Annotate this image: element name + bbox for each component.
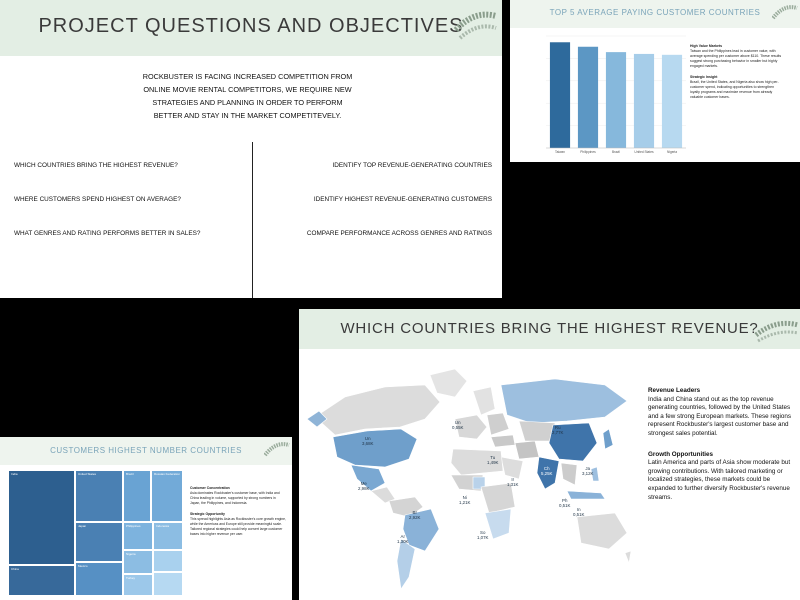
- treemap-tile: [8, 565, 75, 596]
- map-region-greenland: [430, 369, 467, 397]
- map-label-text: 1,21K: [459, 500, 471, 505]
- note-heading: Revenue Leaders: [648, 387, 701, 394]
- question-item: WHERE CUSTOMERS SPEND HIGHEST ON AVERAGE?: [14, 196, 181, 203]
- note-body: India and China stand out as the top revenue generating countries, followed by the United States and a few strong European markets. These regions represent Rockbuster's largest customer base and strongest sales potential.: [648, 395, 792, 437]
- title-band: [299, 309, 800, 349]
- treemap-tile-label: Turkey: [126, 576, 136, 580]
- map-label-indonesia: [573, 507, 584, 517]
- slide-title: CUSTOMERS HIGHEST NUMBER COUNTRIES: [50, 446, 242, 455]
- map-region-south-africa: [485, 509, 511, 539]
- film-strip-icon: [772, 2, 798, 24]
- x-tick-label: United States: [634, 150, 654, 154]
- map-label-united-states: [362, 436, 373, 446]
- note-heading: Growth Opportunities: [648, 450, 714, 458]
- x-tick-label: Brazil: [612, 150, 620, 154]
- treemap-tile: [75, 562, 123, 596]
- map-label-text: 1,31K: [507, 482, 519, 487]
- insight-notes: [190, 486, 286, 543]
- map-label-south-africa: [477, 530, 488, 540]
- treemap-tile-label: Brazil: [126, 472, 134, 476]
- map-label-text: 2,98K: [358, 486, 370, 491]
- treemap: [8, 470, 183, 596]
- title-band: [0, 0, 502, 56]
- x-tick-label: Taiwan: [555, 150, 565, 154]
- slide-customers-countries: [0, 437, 292, 600]
- map-label-text: 3,68K: [362, 441, 374, 446]
- note-body: Asia dominates Rockbuster's customer base, with India and China leading in volume, supported by strong numbers in Japan, the Philippines, and Indonesia.: [190, 491, 280, 505]
- x-tick-label: Philippines: [580, 150, 596, 154]
- map-label-text: Br: [412, 510, 417, 515]
- map-label-india: [535, 485, 546, 495]
- map-label-text: 5,25K: [535, 490, 547, 495]
- map-region-australia: [577, 513, 627, 549]
- treemap-tile: [153, 522, 183, 550]
- map-region-new-zealand: [625, 551, 631, 563]
- map-region-central-africa: [481, 483, 515, 513]
- treemap-tile-label: Russian Federation: [154, 472, 181, 476]
- insight-notes: [690, 44, 784, 106]
- map-label-text: 2,92K: [409, 515, 421, 520]
- map-region-southeast-asia: [561, 463, 577, 485]
- treemap-tile-label: Indonesia: [156, 524, 170, 528]
- bar-chart: [530, 30, 690, 158]
- intro-text: [140, 70, 355, 122]
- map-label-japan: [582, 466, 593, 476]
- title-band: [0, 437, 292, 465]
- map-region-scandinavia: [473, 387, 495, 415]
- treemap-tile: [153, 550, 183, 572]
- map-label-turkey: [487, 455, 498, 465]
- treemap-tile: [123, 574, 153, 596]
- treemap-tile: [123, 470, 151, 522]
- map-label-text: Ch: [543, 466, 550, 471]
- treemap-tile-label: Philippines: [126, 524, 141, 528]
- question-item: WHAT GENRES AND RATING PERFORMS BETTER IN SALES?: [14, 230, 201, 237]
- map-label-text: Ni: [462, 495, 467, 500]
- note-body: Brazil, the United States, and Nigeria also show high per-customer spend, indicating opportunities to strengthen loyalty programs and maximize revenue from already valuable customer bases.: [690, 80, 779, 99]
- map-label-text: Un: [454, 420, 461, 425]
- map-label-text: 0,51K: [573, 512, 585, 517]
- bar-brazil: [606, 52, 626, 148]
- note-heading: Strategic Insight: [690, 75, 718, 79]
- note-heading: Customer Concentration: [190, 486, 230, 490]
- objective-item: IDENTIFY HIGHEST REVENUE-GENERATING CUSTOMERS: [313, 196, 492, 203]
- map-label-text: 0,55K: [452, 425, 464, 430]
- question-item: WHICH COUNTRIES BRING THE HIGHEST REVENUE?: [14, 162, 178, 169]
- map-region-indonesia: [567, 491, 605, 499]
- treemap-tile: [75, 470, 123, 522]
- note-body: Taiwan and the Philippines lead in customer value, with average spending per customer above $110. These results suggest strong purchasing behavior in smaller but highly engaged markets.: [690, 49, 782, 68]
- x-tick-label: Nigeria: [666, 150, 678, 154]
- film-strip-icon: [264, 439, 290, 461]
- map-label-text: 1,49K: [487, 460, 499, 465]
- map-region-eastern-europe: [487, 413, 509, 435]
- map-label-text: Ja: [585, 466, 591, 471]
- treemap-tile-label: China: [11, 567, 19, 571]
- map-label-argentina: [397, 534, 408, 544]
- map-region-japan: [603, 429, 613, 449]
- map-region-united-states: [333, 429, 417, 467]
- map-label-text: 1,07K: [477, 535, 489, 540]
- map-region-central-asia: [519, 421, 555, 441]
- insight-notes: [648, 387, 796, 514]
- note-body: Latin America and parts of Asia show moderate but growing contributions. With tailored marketing or localized strategies, these markets could be expanded to further diversify Rockbuster's revenue streams.: [648, 459, 791, 501]
- objective-item: COMPARE PERFORMANCE ACROSS GENRES AND RATINGS: [306, 230, 492, 237]
- slide-project-questions: [0, 0, 502, 298]
- slide-title: PROJECT QUESTIONS AND OBJECTIVES: [38, 15, 464, 37]
- treemap-tile: [151, 470, 183, 522]
- slide-highest-revenue: [299, 309, 800, 600]
- note-body: This spread highlights Asia as Rockbuster's core growth engine, while the Americas and Europe still provide meaningful scale. Tailored regional strategies could help convert large customer bases into higher revenue per user.: [190, 517, 287, 536]
- map-label-text: Ph: [562, 498, 568, 503]
- map-label-uk: [452, 420, 463, 430]
- treemap-tile-label: United States: [78, 472, 97, 476]
- note-heading: High Value Markets: [690, 44, 723, 48]
- map-region-iran: [515, 441, 539, 459]
- map-label-text: Ar: [400, 534, 405, 539]
- treemap-tile-label: Mexico: [78, 564, 88, 568]
- objective-item: IDENTIFY TOP REVENUE-GENERATING COUNTRIES: [332, 162, 492, 169]
- map-label-philippines: [559, 498, 570, 508]
- column-divider: [252, 142, 253, 298]
- treemap-tile: [153, 572, 183, 596]
- map-label-text: 2,77K: [552, 430, 564, 435]
- map-region-arabia: [501, 457, 523, 479]
- map-label-text: In: [576, 507, 581, 512]
- intro-line: STRATEGIES AND PLANNING IN ORDER TO PERFORM: [152, 98, 343, 107]
- map-label-brazil: [409, 510, 420, 520]
- slide-top-average-paying: [510, 0, 800, 162]
- treemap-tile: [123, 522, 153, 550]
- map-label-text: Un: [364, 436, 371, 441]
- treemap-tile-label: India: [11, 472, 18, 476]
- treemap-tile: [75, 522, 123, 562]
- map-label-text: 3,12K: [582, 471, 594, 476]
- film-strip-icon: [754, 317, 800, 343]
- map-label-china: [541, 466, 552, 476]
- map-label-iran: [507, 477, 518, 487]
- map-label-mexico: [358, 481, 369, 491]
- map-label-text: Tu: [490, 455, 496, 460]
- treemap-tile-label: Japan: [78, 524, 87, 528]
- treemap-tile: [123, 550, 153, 574]
- world-map: [305, 357, 635, 595]
- title-band: [510, 0, 800, 28]
- intro-line: ONLINE MOVIE RENTAL COMPETITORS, WE REQUIRE NEW: [143, 85, 352, 94]
- bar-philippines: [578, 47, 598, 148]
- treemap-tile-label: Nigeria: [126, 552, 136, 556]
- bar-united-states: [634, 54, 654, 148]
- map-label-text: So: [480, 530, 486, 535]
- intro-line: ROCKBUSTER IS FACING INCREASED COMPETITION FROM: [142, 72, 353, 81]
- treemap-tile: [8, 470, 75, 565]
- map-label-text: 5,25K: [541, 471, 553, 476]
- map-label-text: Ru: [554, 425, 561, 430]
- map-label-text: In: [538, 485, 543, 490]
- intro-line: BETTER AND STAY IN THE MARKET COMPETITEVELY.: [153, 111, 342, 120]
- note-heading: Strategic Opportunity: [190, 512, 225, 516]
- slide-title: TOP 5 AVERAGE PAYING CUSTOMER COUNTRIES: [549, 8, 761, 17]
- slide-title: WHICH COUNTRIES BRING THE HIGHEST REVENUE?: [340, 320, 759, 337]
- map-label-text: 0,51K: [559, 503, 571, 508]
- map-region-russia: [501, 379, 627, 423]
- map-label-text: 1,30K: [397, 539, 409, 544]
- bar-taiwan: [550, 42, 570, 148]
- map-label-text: Me: [360, 481, 367, 486]
- film-strip-icon: [454, 8, 498, 44]
- map-region-canada: [315, 385, 440, 435]
- map-label-nigeria: [459, 495, 470, 505]
- map-label-text: Ir: [511, 477, 515, 482]
- map-region-turkey: [491, 435, 515, 447]
- map-label-russia: [552, 425, 563, 435]
- bar-nigeria: [662, 55, 682, 148]
